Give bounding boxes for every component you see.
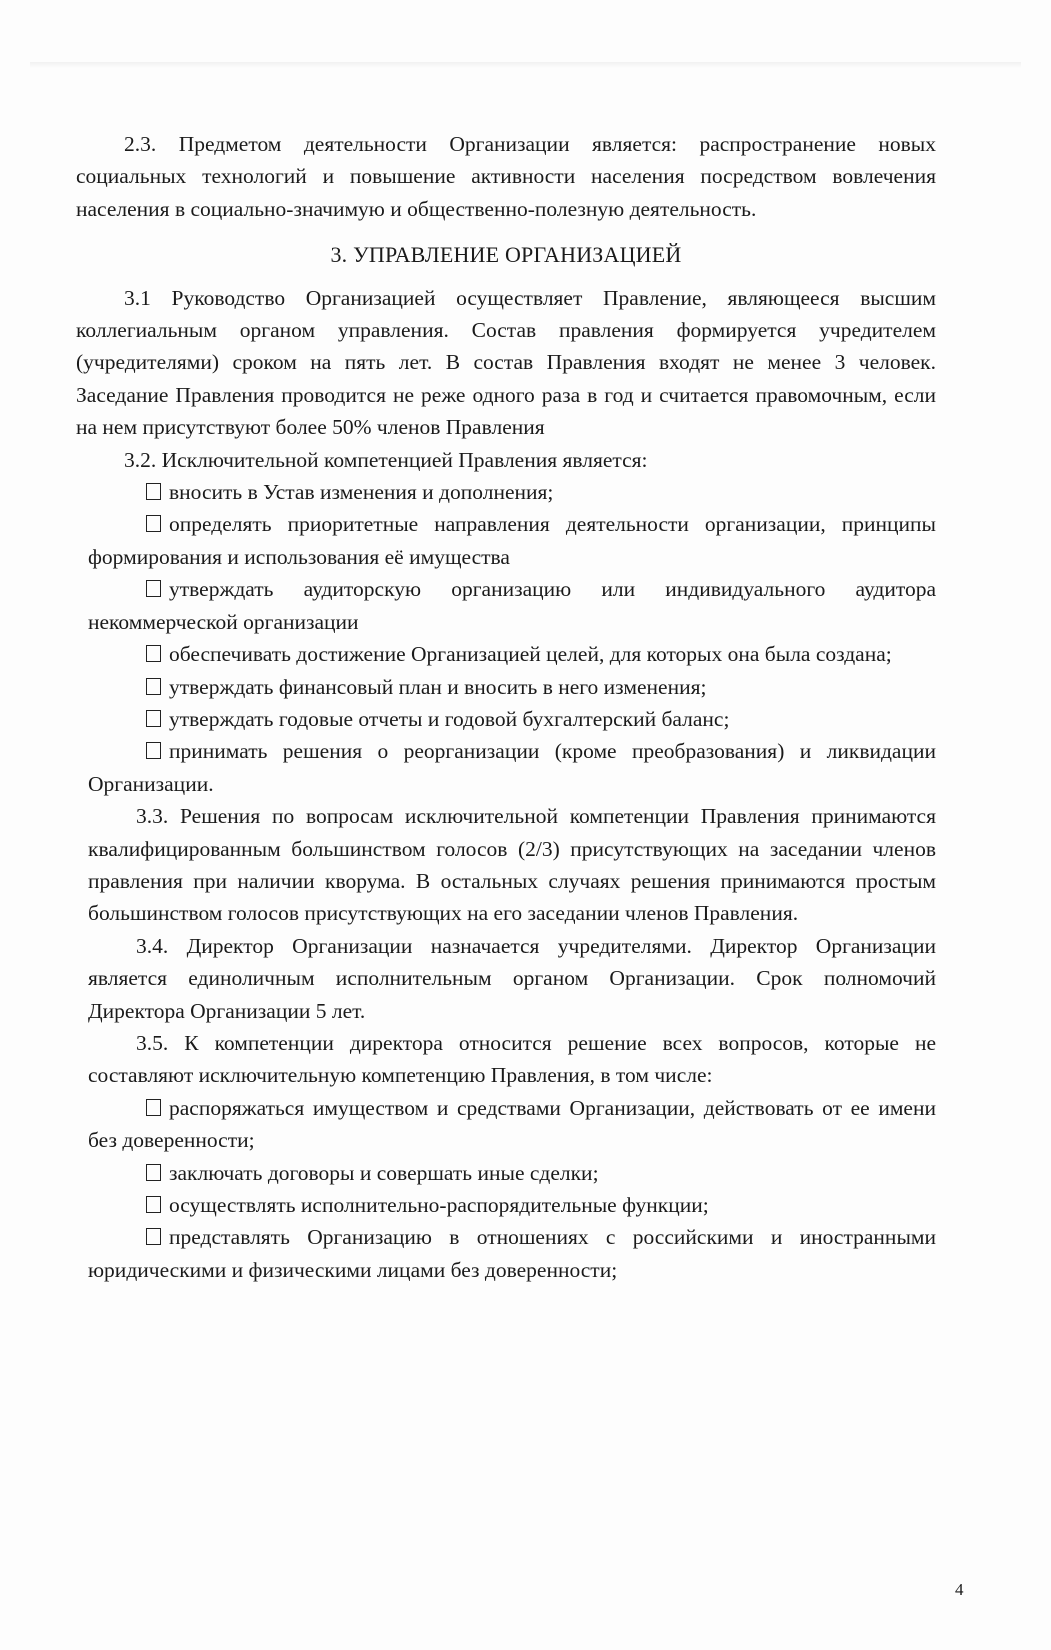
list-item-text: заключать договоры и совершать иные сделки; — [169, 1160, 599, 1185]
list-item — [88, 638, 936, 670]
checkbox-icon — [146, 515, 161, 532]
document-body — [76, 128, 936, 1286]
list-item — [88, 735, 936, 800]
checkbox-icon — [146, 710, 161, 727]
scan-edge-shadow — [30, 62, 1021, 68]
list-item-text: принимать решения о реорганизации (кроме преобразования) и ликвидации Организации. — [88, 739, 936, 796]
director-competence-list — [88, 1092, 936, 1286]
paragraph-3-1: 3.1 Руководство Организацией осуществляет Правление, являющееся высшим коллегиальным органом управления. Состав правления формируется учредителем (учредителями) сроком на пять лет. В состав Правления входят не менее 3 человек. Заседание Правления проводится не реже одного раза в год и считается правомочным, если на нем присутствуют более 50% членов Правления — [76, 285, 936, 440]
list-item-text: утверждать финансовый план и вносить в него изменения; — [169, 674, 707, 699]
list-item — [88, 671, 936, 703]
paragraph-3-5: 3.5. К компетенции директора относится решение всех вопросов, которые не составляют исключительную компетенцию Правления, в том числе: — [88, 1030, 936, 1088]
checkbox-icon — [146, 742, 161, 759]
list-item-text: осуществлять исполнительно-распорядительные функции; — [169, 1193, 709, 1217]
list-item — [88, 1157, 936, 1189]
checkbox-icon — [146, 1196, 161, 1213]
list-item-text: распоряжаться имуществом и средствами Организации, действовать от ее имени без доверенности; — [88, 1095, 936, 1153]
paragraph-2-3: 2.3. Предметом деятельности Организации является: распространение новых социальных технологий и повышение активности населения посредством вовлечения населения в социально-значимую и общественно-полезную деятельность. — [76, 132, 936, 221]
page-number: 4 — [955, 1580, 964, 1599]
list-item — [88, 573, 936, 638]
checkbox-icon — [146, 645, 161, 662]
checkbox-icon — [146, 580, 161, 597]
checkbox-icon — [146, 678, 161, 695]
list-item-text: обеспечивать достижение Организацией целей, для которых она была создана; — [169, 642, 892, 667]
list-item — [88, 703, 936, 735]
list-item-text: вносить в Устав изменения и дополнения; — [169, 480, 554, 505]
list-item-text: утверждать аудиторскую организацию или индивидуального аудитора некоммерческой организации — [88, 577, 936, 634]
list-item — [88, 1092, 936, 1157]
section-heading: 3. УПРАВЛЕНИЕ ОРГАНИЗАЦИЕЙ — [330, 242, 682, 268]
list-item — [88, 508, 936, 573]
board-competence-list — [88, 476, 936, 1286]
list-item-text: определять приоритетные направления деятельности организации, принципы формирования и использования её имущества — [88, 512, 936, 569]
list-item — [88, 1221, 936, 1286]
paragraph-3-4: 3.4. Директор Организации назначается учредителями. Директор Организации является единоличным исполнительным органом Организации. Срок полномочий Директора Организации 5 лет. — [88, 933, 936, 1023]
checkbox-icon — [146, 1099, 161, 1116]
list-item-text: утверждать годовые отчеты и годовой бухгалтерский баланс; — [169, 706, 730, 731]
list-item — [88, 476, 936, 508]
list-item-text: представлять Организацию в отношениях с российскими и иностранными юридическими и физическими лицами без доверенности; — [88, 1225, 936, 1282]
checkbox-icon — [146, 483, 161, 500]
checkbox-icon — [146, 1164, 161, 1181]
paragraph-3-2: 3.2. Исключительной компетенцией Правления является: — [124, 447, 648, 472]
paragraph-3-3: 3.3. Решения по вопросам исключительной компетенции Правления принимаются квалифицированным большинством голосов (2/3) присутствующих на заседании членов правления при наличии кворума. В остальных случаях решения принимаются простым большинством голосов присутствующих на его заседании членов Правления. — [88, 804, 936, 926]
list-item — [88, 1189, 936, 1221]
checkbox-icon — [146, 1228, 161, 1245]
